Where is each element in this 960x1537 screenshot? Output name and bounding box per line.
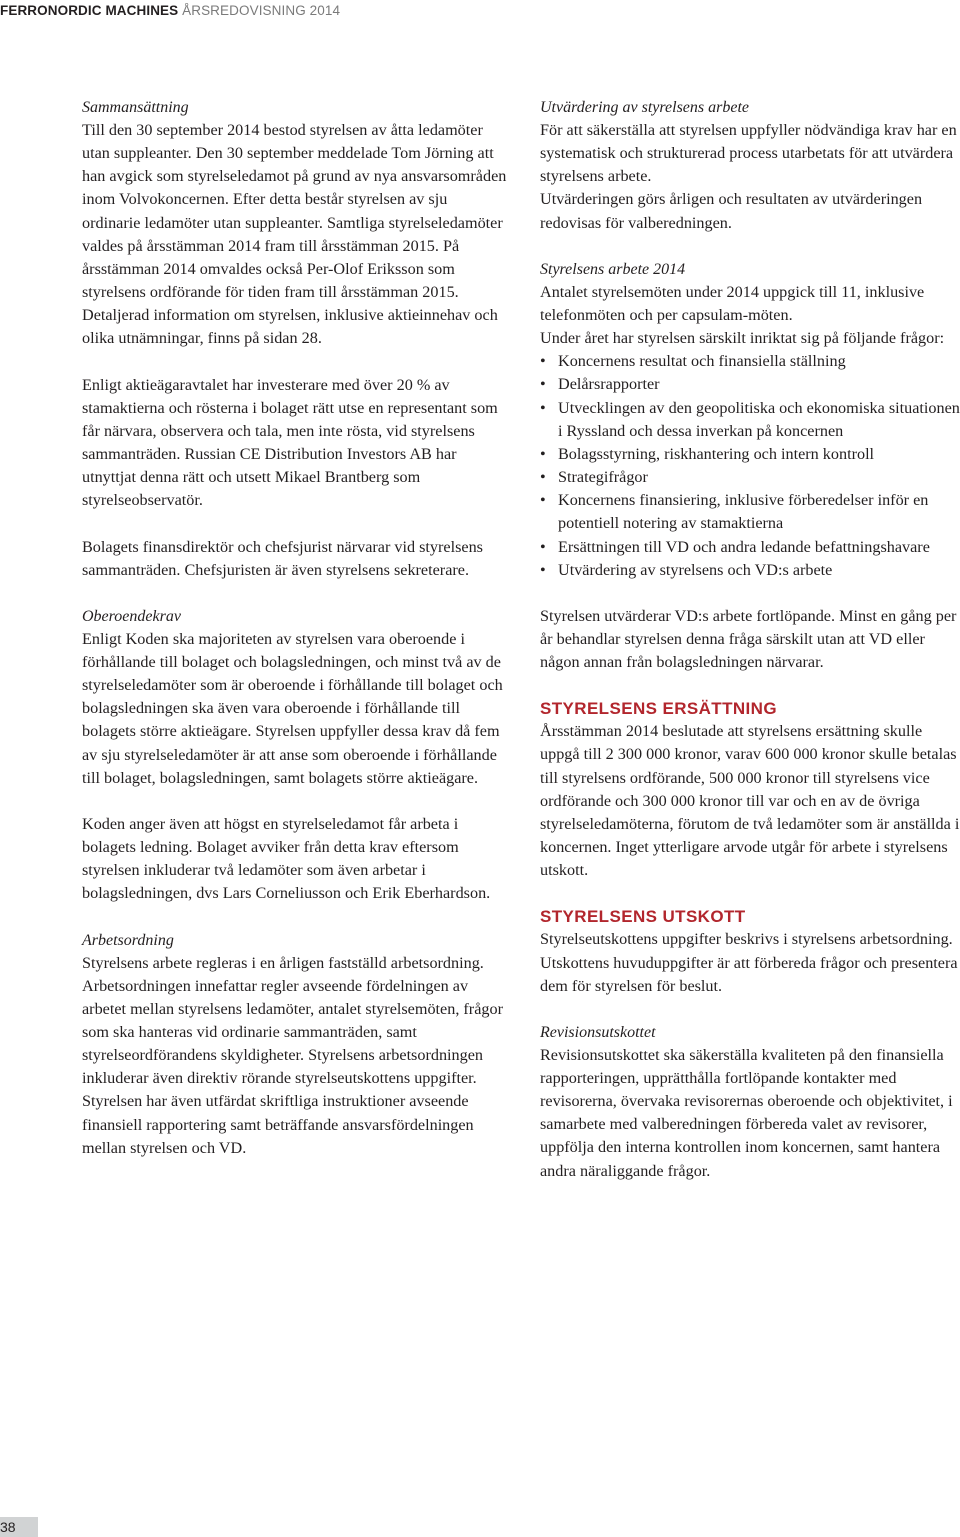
heading-audit-committee: Revisionsutskottet bbox=[540, 1023, 656, 1041]
paragraph-work-2014-2: Under året har styrelsen särskilt inriktat sig på följande frågor: bbox=[540, 329, 945, 348]
paragraph-audit-committee: Revisionsutskottet ska säkerställa kvaliteten på den finansiella rapporteringen, upprätthålla fortlöpande kontakter med revisorerna, övervaka revisorernas oberoende och objektivitet, i samarbete med valberedningen förbereda valet av revisorer, uppfölja den interna kontrollen inom koncernen, samt hantera andra näraliggande frågor. bbox=[540, 1045, 953, 1180]
list-item: • Utvecklingen av den geopolitiska och ekonomiska situationen i Ryssland och dessa inverkan på koncernen bbox=[540, 398, 960, 440]
list-item: • Koncernens resultat och finansiella ställning bbox=[540, 350, 960, 373]
list-item: • Delårsrapporter bbox=[540, 373, 960, 396]
list-item: • Bolagsstyrning, riskhantering och intern kontroll bbox=[540, 443, 960, 466]
paragraph-work-2014-1: Antalet styrelsemöten under 2014 uppgick till 11, inklusive telefonmöten och per capsulam-möten. bbox=[540, 282, 925, 324]
focus-list bbox=[540, 350, 960, 582]
left-column bbox=[82, 96, 508, 1160]
heading-work-2014: Styrelsens arbete 2014 bbox=[540, 260, 686, 278]
paragraph-evaluation-2: Utvärderingen görs årligen och resultaten av utvärderingen redovisas för valberedningen. bbox=[540, 190, 923, 232]
bullet: • bbox=[540, 375, 546, 394]
bullet: • bbox=[540, 468, 546, 487]
page-number: 38 bbox=[0, 1519, 16, 1535]
bullet: • bbox=[540, 537, 546, 556]
right-column bbox=[540, 96, 960, 1183]
paragraph-ceo-evaluation: Styrelsen utvärderar VD:s arbete fortlöpande. Minst en gång per år behandlar styrelsen denna fråga särskilt utan att VD eller någon annan från bolagsledningen närvarar. bbox=[540, 606, 957, 672]
heading-independence: Oberoendekrav bbox=[82, 607, 181, 625]
paragraph-independence: Enligt Koden ska majoriteten av styrelsen vara oberoende i förhållande till bolaget och bolagsledningen, och minst två av de styrelseledamöter som är oberoende i förhållande till bolaget och bolagsledningen ska även vara oberoende i förhållande till bolagets större aktieägare. Styrelsen uppfyller dessa krav då fem av sju styrelseledamöter är att anse som oberoende i förhållande till bolaget, bolagsledningen, samt bolagets större aktieägare. bbox=[82, 629, 503, 787]
heading-procedures: Arbetsordning bbox=[82, 931, 174, 949]
heading-evaluation: Utvärdering av styrelsens arbete bbox=[540, 99, 749, 116]
list-item: • Strategifrågor bbox=[540, 466, 960, 489]
paragraph-procedures: Styrelsens arbete regleras i en årligen fastställd arbetsordning. Arbetsordningen innefattar regler avseende fördelningen av arbetet mellan styrelsens ledamöter, antalet styrelsemöten, frågor som ska hanteras vid ordinarie sammanträden, samt styrelseordförandens skyldigheter. Styrelsens arbetsordningen inkluderar även direktiv rörande styrelseutskottens uppgifter. Styrelsen har även utfärdat skriftliga instruktioner avseende finansiell rapportering samt beträffande ansvarsfördelningen mellan styrelsen och VD. bbox=[82, 953, 503, 1157]
heading-composition: Sammansättning bbox=[82, 99, 189, 116]
list-item: • Utvärdering av styrelsens och VD:s arbete bbox=[540, 559, 960, 582]
company-name: FERRONORDIC MACHINES bbox=[0, 3, 179, 18]
paragraph-shareholder-agreement: Enligt aktieägaravtalet har investerare med över 20 % av stamaktierna och rösterna i bolaget rätt utse en representant som får närvara, observera och tala, men inte rösta, vid styrelsens sammanträden. Russian CE Distribution Investors AB har utnyttjat denna rätt och utsett Mikael Brantberg som styrelseobservatör. bbox=[82, 375, 498, 510]
paragraph-committees: Styrelseutskottens uppgifter beskrivs i styrelsens arbetsordning. Utskottens huvuduppgifter är att förbereda frågor och presentera dem för styrelsen för beslut. bbox=[540, 930, 958, 995]
list-item: • Ersättningen till VD och andra ledande befattningshavare bbox=[540, 536, 960, 559]
bullet: • bbox=[540, 444, 546, 463]
bullet: • bbox=[540, 491, 546, 510]
running-header bbox=[0, 3, 340, 18]
bullet: • bbox=[540, 560, 546, 579]
paragraph-composition: Till den 30 september 2014 bestod styrelsen av åtta ledamöter utan suppleanter. Den 30 september meddelade Tom Jörning att han avgick som styrelseledamot på grund av nya ansvarsområden inom Volvokoncernen. Efter detta består styrelsen av sju ordinarie ledamöter utan suppleanter. Samtliga styrelseledamöter valdes på årsstämman 2014 fram till årsstämman 2015. På årsstämman 2014 omvaldes också Per-Olof Eriksson som styrelsens ordförande för tiden fram till årsstämman 2015. Detaljerad information om styrelsen, inklusive aktieinnehav och olika utnämningar, finns på sidan 28. bbox=[82, 121, 507, 348]
paragraph-remuneration: Årsstämman 2014 beslutade att styrelsens ersättning skulle uppgå till 2 300 000 kronor, varav 600 000 kronor skulle betalas till styrelsens ordförande, 500 000 kronor till styrelsens vice ordförande och 300 000 kronor till var och en av de övriga styrelseledamöterna, förutom de två ledamöter som är anställda i koncernen. Inget ytterligare arvode utgår för arbete i styrelsens utskott. bbox=[540, 722, 960, 880]
document-title: ÅRSREDOVISNING 2014 bbox=[182, 3, 341, 18]
paragraph-evaluation-1: För att säkerställa att styrelsen uppfyller nödvändiga krav har en systematisk och strukturerad process utarbetats för att utvärdera styrelsens arbete. bbox=[540, 121, 957, 186]
heading-committees: STYRELSENS UTSKOTT bbox=[540, 907, 746, 927]
paragraph-code-deviation: Koden anger även att högst en styrelseledamot får arbeta i bolagets ledning. Bolaget avviker från detta krav eftersom styrelsen inkluderar två ledamöter som även arbetar i bolagsledningen, dvs Lars Corneliusson och Erik Eberhardson. bbox=[82, 814, 491, 903]
bullet: • bbox=[540, 352, 546, 371]
list-item: • Koncernens finansiering, inklusive förberedelser inför en potentiell notering av stamaktierna bbox=[540, 491, 929, 533]
heading-remuneration: STYRELSENS ERSÄTTNING bbox=[540, 699, 777, 719]
bullet: • bbox=[540, 398, 546, 417]
paragraph-cfo-counsel: Bolagets finansdirektör och chefsjurist närvarar vid styrelsens sammanträden. Chefsjuristen är även styrelsens sekreterare. bbox=[82, 537, 483, 579]
